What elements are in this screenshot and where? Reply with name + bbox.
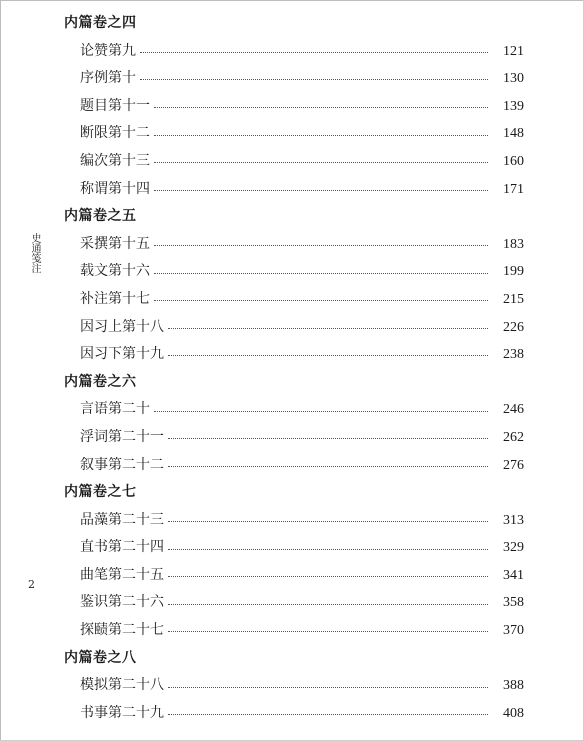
- entry-title: 载文第十六: [80, 263, 150, 280]
- entry-page-number: 148: [503, 126, 524, 142]
- page-number: 2: [28, 578, 35, 591]
- entry-page-number: 358: [503, 595, 524, 611]
- page-border-top: [0, 0, 584, 1]
- entry-title: 断限第十二: [80, 125, 150, 142]
- dot-leader: [154, 190, 488, 191]
- toc-entry[interactable]: [64, 231, 524, 259]
- entry-page-number: 262: [503, 429, 524, 445]
- entry-title: 曲笔第二十五: [80, 566, 164, 583]
- entry-page-number: 215: [503, 291, 524, 307]
- dot-leader: [154, 300, 488, 301]
- dot-leader: [140, 52, 488, 53]
- entry-title: 序例第十: [80, 70, 136, 87]
- entry-title: 鉴识第二十六: [80, 594, 164, 611]
- section-title: 内篇卷之五: [64, 208, 137, 225]
- dot-leader: [168, 604, 488, 605]
- entry-title: 补注第十七: [80, 290, 150, 307]
- entry-title: 书事第二十九: [80, 704, 164, 721]
- toc-entry[interactable]: [64, 672, 524, 700]
- toc-section: [64, 203, 524, 369]
- dot-leader: [154, 273, 488, 274]
- dot-leader: [168, 438, 488, 439]
- table-of-contents: [64, 10, 524, 727]
- entry-title: 叙事第二十二: [80, 456, 164, 473]
- entry-title: 浮词第二十一: [80, 428, 164, 445]
- toc-entry[interactable]: [64, 93, 524, 121]
- toc-entry[interactable]: [64, 148, 524, 176]
- toc-section: [64, 10, 524, 203]
- entry-title: 论赞第九: [80, 42, 136, 59]
- toc-section: [64, 645, 524, 728]
- toc-entry[interactable]: [64, 38, 524, 66]
- entry-title: 言语第二十: [80, 401, 150, 418]
- entry-page-number: 388: [503, 678, 524, 694]
- entry-title: 编次第十三: [80, 152, 150, 169]
- entry-page-number: 139: [503, 98, 524, 114]
- toc-entry[interactable]: [64, 534, 524, 562]
- entry-title: 采撰第十五: [80, 235, 150, 252]
- toc-entry[interactable]: [64, 589, 524, 617]
- entry-title: 品藻第二十三: [80, 511, 164, 528]
- dot-leader: [168, 631, 488, 632]
- entry-page-number: 226: [503, 319, 524, 335]
- page-border-left: [0, 0, 1, 741]
- toc-entry[interactable]: [64, 424, 524, 452]
- dot-leader: [168, 355, 488, 356]
- entry-title: 称谓第十四: [80, 180, 150, 197]
- entry-page-number: 171: [503, 181, 524, 197]
- section-title: 内篇卷之八: [64, 649, 137, 666]
- dot-leader: [168, 687, 488, 688]
- entry-page-number: 329: [503, 540, 524, 556]
- section-title: 内篇卷之四: [64, 15, 137, 31]
- toc-entry[interactable]: [64, 120, 524, 148]
- entry-page-number: 183: [503, 236, 524, 252]
- toc-entry[interactable]: [64, 396, 524, 424]
- entry-page-number: 370: [503, 623, 524, 639]
- dot-leader: [168, 521, 488, 522]
- toc-entry[interactable]: [64, 507, 524, 535]
- entry-title: 模拟第二十八: [80, 677, 164, 694]
- entry-page-number: 341: [503, 567, 524, 583]
- entry-page-number: 130: [503, 71, 524, 87]
- entry-page-number: 276: [503, 457, 524, 473]
- running-book-title: 史通笺注: [29, 233, 40, 273]
- toc-section: [64, 369, 524, 479]
- entry-page-number: 238: [503, 347, 524, 363]
- toc-entry[interactable]: [64, 286, 524, 314]
- entry-title: 因习下第十九: [80, 346, 164, 363]
- entry-title: 因习上第十八: [80, 318, 164, 335]
- dot-leader: [154, 135, 488, 136]
- toc-entry[interactable]: [64, 65, 524, 93]
- toc-entry[interactable]: [64, 341, 524, 369]
- entry-title: 直书第二十四: [80, 539, 164, 556]
- toc-entry[interactable]: [64, 452, 524, 480]
- toc-section: [64, 479, 524, 645]
- entry-page-number: 199: [503, 264, 524, 280]
- toc-entry[interactable]: [64, 176, 524, 204]
- toc-entry[interactable]: [64, 617, 524, 645]
- dot-leader: [168, 466, 488, 467]
- entry-title: 探赜第二十七: [80, 622, 164, 639]
- section-title: 内篇卷之六: [64, 373, 137, 390]
- dot-leader: [140, 79, 488, 80]
- toc-entry[interactable]: [64, 562, 524, 590]
- entry-page-number: 121: [503, 43, 524, 59]
- entry-page-number: 313: [503, 512, 524, 528]
- dot-leader: [168, 549, 488, 550]
- entry-title: 题目第十一: [80, 97, 150, 114]
- dot-leader: [154, 162, 488, 163]
- dot-leader: [168, 714, 488, 715]
- entry-page-number: 246: [503, 402, 524, 418]
- entry-page-number: 408: [503, 705, 524, 721]
- dot-leader: [168, 328, 488, 329]
- dot-leader: [168, 576, 488, 577]
- toc-entry[interactable]: [64, 700, 524, 728]
- section-title: 内篇卷之七: [64, 484, 137, 501]
- dot-leader: [154, 245, 488, 246]
- entry-page-number: 160: [503, 153, 524, 169]
- dot-leader: [154, 107, 488, 108]
- toc-entry[interactable]: [64, 258, 524, 286]
- dot-leader: [154, 411, 488, 412]
- toc-entry[interactable]: [64, 314, 524, 342]
